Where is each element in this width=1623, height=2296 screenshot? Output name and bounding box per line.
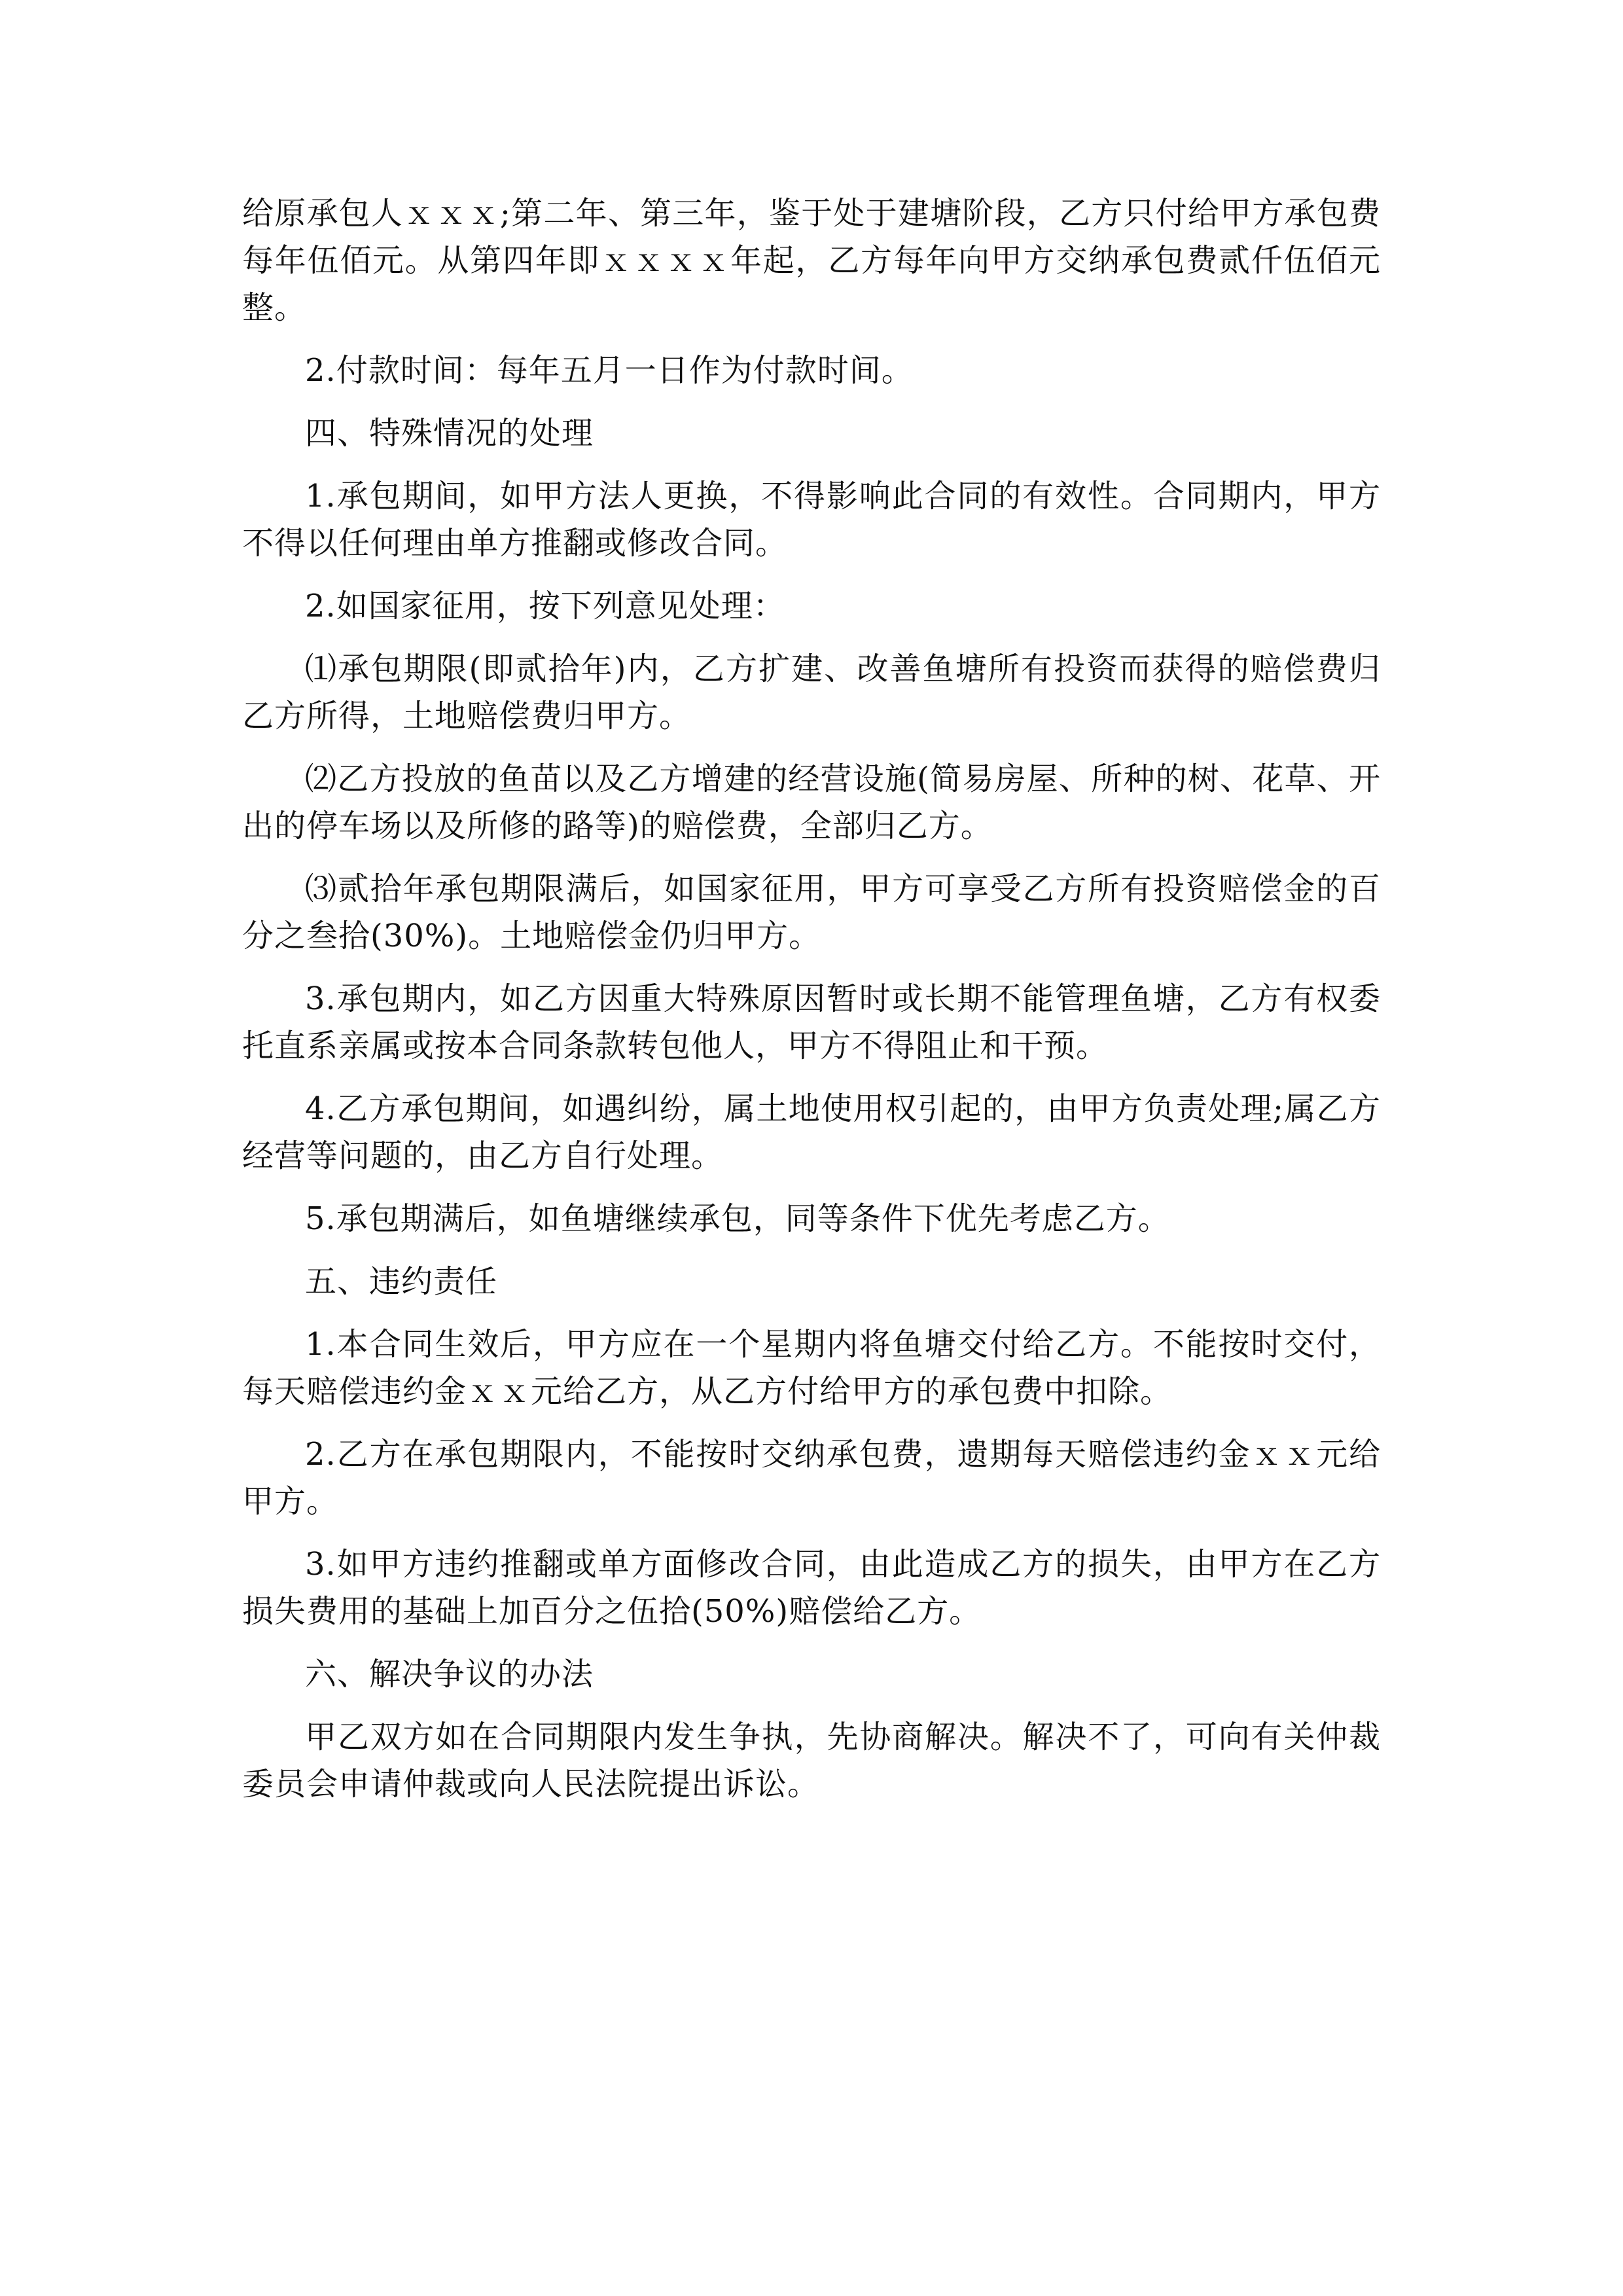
paragraph-11: 5.承包期满后，如鱼塘继续承包，同等条件下优先考虑乙方。 [305, 1200, 1170, 1237]
paragraph-10: 4.乙方承包期间，如遇纠纷，属土地使用权引起的，由甲方负责处理;属乙方经营等问题的，由乙方自行处理。 [242, 1090, 1381, 1174]
paragraph-2: 2.付款时间：每年五月一日作为付款时间。 [305, 352, 914, 389]
paragraph-7: ⑵乙方投放的鱼苗以及乙方增建的经营设施(简易房屋、所种的树、花草、开出的停车场以及所修的路等)的赔偿费，全部归乙方。 [242, 761, 1381, 844]
paragraph-4: 1.承包期间，如甲方法人更换，不得影响此合同的有效性。合同期内，甲方不得以任何理由单方推翻或修改合同。 [242, 478, 1381, 562]
paragraph-5: 2.如国家征用，按下列意见处理： [305, 588, 785, 624]
paragraph-6: ⑴承包期限(即贰拾年)内，乙方扩建、改善鱼塘所有投资而获得的赔偿费归乙方所得，土地赔偿费归甲方。 [242, 651, 1381, 734]
section-heading-4: 四、特殊情况的处理 [305, 415, 594, 452]
paragraph-15: 3.如甲方违约推翻或单方面修改合同，由此造成乙方的损失，由甲方在乙方损失费用的基础上加百分之伍拾(50%)赔偿给乙方。 [242, 1546, 1381, 1630]
paragraph-13: 1.本合同生效后，甲方应在一个星期内将鱼塘交付给乙方。不能按时交付，每天赔偿违约金ｘｘ元给乙方，从乙方付给甲方的承包费中扣除。 [242, 1326, 1381, 1410]
paragraph-14: 2.乙方在承包期限内，不能按时交纳承包费，遗期每天赔偿违约金ｘｘ元给甲方。 [242, 1436, 1381, 1520]
paragraph-17: 甲乙双方如在合同期限内发生争执，先协商解决。解决不了，可向有关仲裁委员会申请仲裁或向人民法院提出诉讼。 [242, 1719, 1381, 1803]
section-heading-6: 六、解决争议的办法 [305, 1656, 594, 1693]
paragraph-8: ⑶贰拾年承包期限满后，如国家征用，甲方可享受乙方所有投资赔偿金的百分之叁拾(30%)。土地赔偿金仍归甲方。 [242, 870, 1381, 954]
document-body [242, 190, 1381, 1823]
paragraph-9: 3.承包期内，如乙方因重大特殊原因暂时或长期不能管理鱼塘，乙方有权委托直系亲属或按本合同条款转包他人，甲方不得阻止和干预。 [242, 980, 1381, 1064]
section-heading-5: 五、违约责任 [305, 1263, 498, 1300]
paragraph-1: 给原承包人ｘｘｘ;第二年、第三年，鉴于处于建塘阶段，乙方只付给甲方承包费每年伍佰元。从第四年即ｘｘｘｘ年起，乙方每年向甲方交纳承包费贰仟伍佰元整。 [242, 195, 1381, 326]
